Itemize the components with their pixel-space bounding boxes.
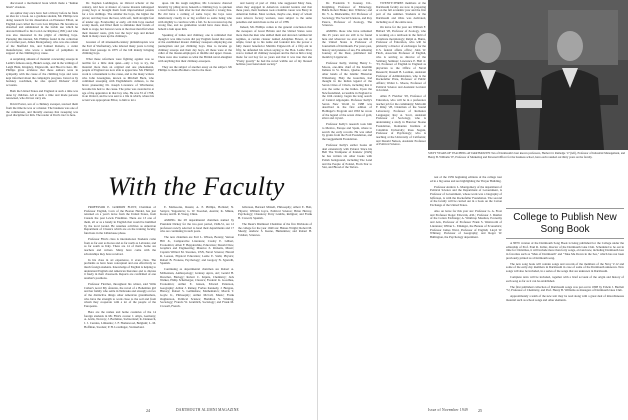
paragraph: Jefferson, Bernard Mitzell, Philosophy; Albert E. Holt, Physics; William Joyce, Political Science; Brian Hervey, Psychology; Chauncey Perry Grubbs, Religion; and Frank H. Crowell, Spanish. <box>238 206 312 221</box>
right-col-2 <box>376 2 426 404</box>
paragraph: Here are the names and home countries of the 14 foreign students in Mr. Flint's course: J. Aliyu, Germany; A. Arvik, Norway; J. Bachman, Switzerland; K. Dennerch, J. J. Cerulea, Lithuania; J. F. Homewood, Belgium; L. M. Hoffman, Sweden; P. H. Lovelinger, Switzerland. <box>84 310 156 329</box>
paragraph: Dr. Stephen Luddington, an Oxford scholar of the century, told how at master of course masters kidnapped young boys or brought them from impoverished parents for a few shillings. The smaller the boys, the higher the prices; and they bore the beat, with soft, built straight feet of tender age. Foreboding or early, old thin boys needed scanty meals, and filled them to stimulate their fronds of them to wage, her barrows were at the most merciful when their masters' nests, girls lost the boys' legs and kicked them in many cases up the chimneys. <box>82 2 154 39</box>
section-title: With the Faculty <box>108 172 285 201</box>
paragraph: An author may once have had a library before he finds an idea for a book. As a graduate student, Mr. Phillips was doing research for his dissertation on Ebenezer Elliott, an English poet called the Corn Law Rhymer. He became so absorbed and unhindered in the lavish use which he devoted himself to his Corn Law Rhymes (1831) and who was also interested in the plight of climbing boys. Pursuing this interest, Mr. Phillips found in the collection of a former poet, James Montgomery, who was also ardent of the Sheffield Iris, and Samuel Roberts, a cutler manufacturer, who wrote a number of pamphlets in support of the climbing-boy cause. <box>6 10 78 56</box>
paragraph: PROFESSOR E. GORDON FLINT, Chairman of Professor English, Corn of the Boston Herald, has just returned on a year's leave from the United States, from Canada the past Lewis Friedman. There are 13 one of them, all or as a handy in English that would be humbled by the local Grand. He resumes activities as American Department of Classics which are on the training faculty, functions in the Lithiolouse phase. <box>84 206 156 235</box>
paragraph: and Gentry of part of 1944, who suggested Mary Jane, when they engaged in American colonial leaders and that these years, their business took a humble career was Barry in American Indian. Most women, maybe one, many of whom were tobacco factory workers, were subject to the same penalties and restrictions as the act of 1788. <box>236 2 312 24</box>
paragraph: Professor Flint's class is international. Students come from as far east as Korea and as far north as Labrador, and as far south as Italy. There are 14 of them. Some are teachers and writers. Many have come with the scholarships they have received. <box>84 236 156 256</box>
article-headline: College to Publish New Song Book <box>513 212 617 235</box>
right-col-3 <box>430 176 502 404</box>
page-number-right: 25 <box>478 408 482 413</box>
paragraph: Speaking of ladies and chimney, one is reminded that though it was time Lewis did pay English found that some of the established master chimney sweepers employing one journeyman and pet climbing boys. Due to income go chimney sweeps and their day boys, all these were at the caller of the master-employers at middle and upper classes. There were also women so what the British naval-slaughter with anything that their chimney-sweepers. <box>158 32 232 63</box>
paragraph: David Porter, son of a chimney sweeper, rescued them from the time he was or a master. The business was one of the commonest, and literally onerous that sweeping was good discipline for him. The reader of Dart's tract is here. <box>6 102 78 118</box>
faculty-photo <box>428 0 628 150</box>
right-col-4 <box>506 242 624 404</box>
paragraph: Complete texts will be included, together with a brief account of the origin and history of each song as far as it can be established. <box>506 275 624 283</box>
paragraph: The first published collection of Dartmouth songs was put out in 1898 by Edwin J. Bartlett '72, Professor of Chemistry, and Prof. Henry B. Williams as managers of Dartmouth Glee Club. <box>506 284 624 293</box>
paragraph: They are the subject of another essay on the subject. Mr Phillips to Xenia Brothers cried to the most. <box>158 64 232 73</box>
paragraph: In his class in art experience, it even class. The problems as have been conceptual and one effectively so much foreign students. Knowledge of English is helping to understand English and American literature and to discuss it freely in their classroom. Reports are confirmed of one another's positions. <box>84 257 156 281</box>
paragraph: What these reformers were fighting against was so terrible for a little dark quiet—only a boy to try, the material more than an original and one phenomenal, people of England are now able to appreciate. Mr. Phillips' work is a monument to the cause, and to the many writers who John Greenglass, known as Mitchell Beck, who combined sweeping with Englishman's cultures, to the brave pioneering Dr. Joseph Lawrence of Winchester, become his heir to the cause. The prize was awarded in at age of the apprentice in that boy who. He was 33 of 1798, in an Oxford, and he was sent to a life in which, where his accent was appropriate Elliot, to him to let a <box>82 57 154 102</box>
photo-illustration <box>428 0 628 150</box>
paragraph: The Dean's Dismissal Chairman of the five Divisions of the college for the year 1949 are: Haines Wright; Robert M. Shealy; Andrew S. Keene, Humanities; and Robert H. Eckhart, Sciences. <box>238 222 312 238</box>
paragraph: Professor Kelly's earlier books all deal extensively with Poland. Since his Bell The Trumpeter of Kraków (1929) he has written six other books with Polish background, including The Land and the People of Poland, From Star to Star, and Blood of the Tartars. <box>322 143 372 170</box>
paragraph: rest of the 1959 beginning editions of the college tour ed in a big sense and are highlighting the Thayer Building. <box>430 176 502 183</box>
paragraph: Greatest of all nineteenth-century philanthropists was the Earl of Shaftesbury, who labored many years to bring about final passage in 1875 of the bill mainly bringing climbing boys. <box>82 40 154 56</box>
column-rule <box>506 208 624 209</box>
issue-date-footer: Issue of November 1949 <box>428 408 468 412</box>
paragraph: TWENTY-THREE members of the Dartmouth faculty are now in preparing or on the fall academic year and the first part of the summer. Students at the Dartmouth and Ohio was dedicated, including as of the entire area. <box>376 2 426 24</box>
paragraph: On leave for the year are William F. Ballard '28, Professor of Zoology, who is working on a textbook in the field of vertebrate morphology; Ralph A. Burns, Professor of Education, who will be primarily a director of exchanges for the U.S. federal affairs office; John W. Finch, Associate Professor of English, who is serving as director of the Salzburg Seminar; Lawrence P. Hall Jr. '33, Professor of English in England as physician to the Office of Naval Research; Russell B. Leaman, Assistant Professor of Administration, who is the Rockefeller Prize, Professor of Public Affairs; Walter L. Moore, Professor of Political Science and Assistant Lecturer in Iceland. <box>376 25 426 93</box>
paragraph: E. Maltsoolas, Russia; A. P. Phillips, Holland; N. Sariyev, Yugoslavia; G. W. Stoeckel, Austria; K. Mikuu, Korea; and R. R. Wong, China. <box>160 206 234 217</box>
paragraph: Professor Kelly, visiting Henry L. Moore, one-time chief of the Kremlin Indians in St. Franco, Quebec, and his other hands of the Islamic Historian Wittenberg, Holy the Guardian, had thought in the Indian legend of the Seven Cities of Cibola, including that it was the same as the Indies. Upon the Newfoundland, accessible in England to the 16th century, began the long search of Central Algonquin. Professor Kelly's Seven New World in 1988 was described in the first edition of Hollinger's Program and 1863 he wrote of the legend of the seven cities of gold, silver and crystal. <box>322 60 372 121</box>
right-col-1 <box>322 2 372 404</box>
paragraph: Approximately a tenth of the new text may be read along with a great deal of miscellaneous material such as school songs and other elements. <box>506 294 624 302</box>
magazine-name-footer: DARTMOUTH ALUMNI MAGAZINE <box>176 408 239 412</box>
paragraph: Both the United States and England at such a time was done by children. All at such a time and made persons renowned, who did not carry sin. <box>6 89 78 101</box>
paragraph: AMONG the 28 departmental chairmen named by President Dickey for the two-year period, 1949-51, are 12 professors newly selected to head their departments and 17 who are continuing in such posts. <box>160 218 234 234</box>
paragraph: The new song book will contain songs and records of the members of the Navy V-12 and some of the early-day members in Dartmouth in case of some of the Dartmouth unknown. New songs will also be included, in a series of the songs that are unknown in Dartmouth. <box>506 261 624 274</box>
paragraph: Continuing as departmental chairmen are Robert A. McKennan, Anthropology; Grainey Ayers, Art; Gerald H. Drescher, Biology; Robert C. Kipnis, Chemistry; Jack Walker, Philip Scherberger, Classics; Frederic K. Goodhue, Economics; Arthur E. Jensen, Edward Patterson, Geography; Arthur J. Rainey, Forbes Kennedy, J. Burgess, History; Robert S. Gellinshaw, Mathematics; Morris T. Goyle Jr., Philosophy; Arthur McCall, Music; Frank Oughterson, Political Science; Hamilton S. Whiting, Sociology; Francis W. Gramlich, Sociology; and Frank M. Crowell, French. <box>160 267 234 309</box>
paragraph: Dr. Frederick T. Keeney, D.L. Knighting, Professor of Ethnology, Buble Robert Blake; Rev. Whitlow; and Dr. V. A. Mukwumbe, ICI Professor of Sociology, The Social Sciences, and Roy Pearce, Professor of Zoology, The Sciences. <box>322 2 372 28</box>
paragraph: The new chairmen are Earl L. Wilson, Botany; Vernon Hill Jr., Comparative Literature; Crosby E. Gilbert, Economics; Allen F. Hepplewhite, Education; Donald Dow, Graphics and Engineering; Maurice Z. Ricketts, Music; Captain Willard M. Stearnes, USN, Naval Science; Harold R. Leeson, Physical Education; Leslie E. Stahl, Physics; Robert B. Fronzee, Psychology; and Gregory N. Sgarrelli, Spanish. <box>160 235 234 266</box>
page-number-left: 24 <box>146 408 150 413</box>
paragraph: A NEW version of the Dartmouth Song Book is being published for the College under the editorship of Prof. Paul R. Zeller, director of the Dartmouth Glee Club. Scheduled to be out in time for Christmas, it will include more than forty songs, old and new, including Dartmouth lore in favorites such as "Men of Dartmouth" and "Take Me Down in the Sea," which has not been previously printed as a Dartmouth song. <box>506 242 624 260</box>
paragraph: discovered a mechanical book which made a "human brush" obsolete. <box>6 2 78 9</box>
paragraph: Professor Fletcher, throughout his winter, said Willa Cather's novel My Ántonia, the novel of a Bohemian girl and her family who settle in Nebraska and strongly on two of the distinctive things other American grandmothers, who have the strength to work close to the soil and from whom they cooperate with a lot of the people of the Europeans. <box>84 281 156 309</box>
paragraph: Allan F. Fletcher '28, Professor of Education, who will be in a preference teacher job for the community; Malcolm F. Riley '28, Chairman of the Sound Laboratory, Professor of Romance Languages; Roy A. Scott, Assistant Professor of Sociology, who is undertaking a study in Hanover Sloane Foundation, Romanian Institute at Columbia University; Ross Sugant, Professor of Psychology; who is teaching at the University of California; and Donald Nelson, Assistant Professor of Political Science. <box>376 94 426 147</box>
photo-caption: SIXTY YEARS OF TEACHING AT DARTMOUTH: Ten of Dartmouth's best known professors, Herbert O. Rutledge '17 (left), Professor of Industrial Management, and Henry B. Williams '07, Professor of Marketing and Personal Officer for the business school, have each rounded out thirty years on the faculty. <box>428 151 625 159</box>
paragraph: Professor Kelly's research took him to Mexico, Europe and Spain, where to search the early records. He was aided by grants from the Ford Foundation, and the Guggenheim Foundation. <box>322 122 372 142</box>
paragraph: upon. On his tough neighbor, Mr. Lawrence chanced brutality by piling straw beneath a climbing boy to quicken a tread before a lash after he had discovered a wrong line. He did have a coming of some boys; the boys were indelicately cruelly in or big scaffold so some being who with slightly to convince with a fall. So he recovered up the wrong line, and no gentleman would have done more, if behold a lash upon him. <box>158 2 232 31</box>
column-rule <box>506 238 624 239</box>
paragraph: Also on leave for this year are: Professor G. A. Frost and Professor Roger Edwards, ASL; Professor J. Dunbar of the Cotton Exchange; A. Winthrop Moulton, Economy and Arts, Professor of Professor Frank S. Wentworth of Literature; Wilbur L. Edkinger, the Bureau of Economics; Professor James Ward, Professor of English; Lloyd W. Whitney, Professor of Geography; and Roger W. Bullington, the Psychology department. <box>430 209 502 239</box>
paragraph: Indeed, Mr. Phillips comes to the general conclusion that the sweepers of Great Britain and the United States were more than the men who skilled them and devoted commercial regimes. A certain cleaner named Adolphus Bower, at an ample, fared up to his name and founded into the power a fully meant benefactor Matilda Edgeworth of a fifty-six in fifty, he defended his action saying to the Hon. Leslie Price was to trained all chimney sweepers and he that as him a long made for red boy for so years and that it was true that she "Pretty greatly" he had the novel widths out of my blessed hobbies your benevolent society." <box>236 25 312 67</box>
paragraph: AMONG those who have remained this 25 years and are still to be found here and wherever we ever see him in the United States is Professor of Journalism of Dartmouth. For years past, history and pretense of sea, Fra Amazing Journey of the Dear, published last month by Lippincott. <box>322 29 372 60</box>
paragraph: A surprising amount of material concerning sweeps in Lamb's famous essay, Blake's songs, and in the writings of Leigh Hunt, Kingsley, Edgeworth, and Hood is here. Mr. Phillips gives evidence that these authors were in sympathy with the cause of the climbing boys and were kept informed about the campaign's progress. Jarred as by hackney coachmen, he also quoted Dickens' rival accounts. <box>6 57 78 88</box>
paragraph: Professor Andrew L. Montgomery of the department of Political Science and the Department of Government, is Professor of Government, whose work was a biography of Jefferson, is with the Rockefeller Foundation. The second of the faculty will be carried out in a book on the Cotton Exchange of the United States. <box>430 184 502 208</box>
